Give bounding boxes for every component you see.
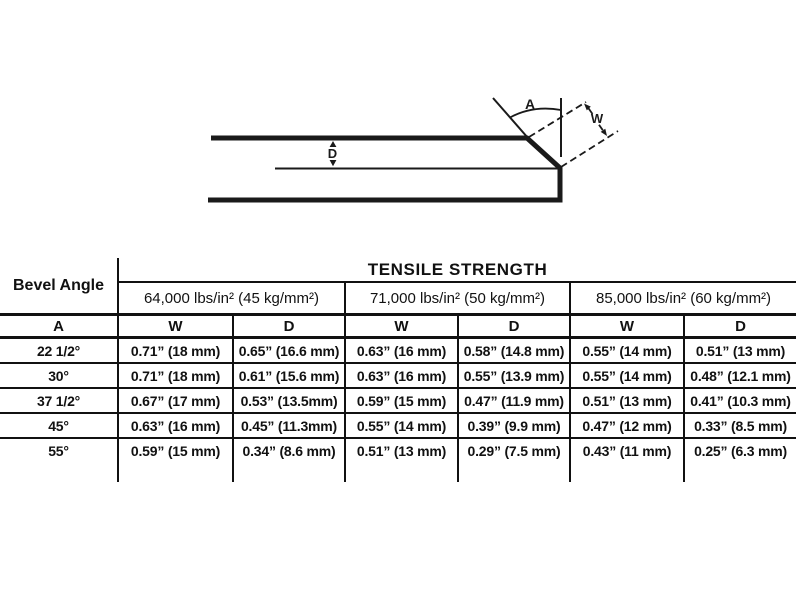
stub-cell: [458, 462, 570, 482]
value-cell: 0.33” (8.5 mm): [684, 413, 796, 438]
value-cell: 0.34” (8.6 mm): [233, 438, 345, 462]
table-row: [0, 438, 796, 462]
value-cell: 0.67” (17 mm): [118, 388, 233, 413]
value-cell: 0.63” (16 mm): [118, 413, 233, 438]
col-header-d2: D: [458, 315, 570, 338]
group-header-71000: 71,000 lbs/in² (50 kg/mm²): [345, 282, 570, 315]
stub-cell: [118, 462, 233, 482]
depth-label: D: [327, 146, 338, 161]
bevel-angle-cell: 22 1/2°: [36, 342, 81, 359]
value-cell: 0.47” (12 mm): [570, 413, 684, 438]
group-header-64000: 64,000 lbs/in² (45 kg/mm²): [118, 282, 345, 315]
value-cell: 0.71” (18 mm): [118, 338, 233, 364]
angle-arc: [510, 109, 561, 118]
stub-cell: [345, 462, 458, 482]
bevel-angle-cell: 37 1/2°: [0, 388, 118, 413]
width-construction-line-lower: [561, 131, 618, 167]
col-header-w3: W: [570, 315, 684, 338]
table-row: [0, 413, 796, 438]
value-cell: 0.25” (6.3 mm): [684, 438, 796, 462]
value-cell: 0.59” (15 mm): [345, 388, 458, 413]
stub-cell: [684, 462, 796, 482]
value-cell: 0.65” (16.6 mm): [233, 338, 345, 364]
value-cell: 0.39” (9.9 mm): [458, 413, 570, 438]
table-body: [0, 338, 796, 483]
value-cell: 0.29” (7.5 mm): [458, 438, 570, 462]
bevel-angle-header: Bevel Angle: [0, 258, 118, 315]
stub-cell: [570, 462, 684, 482]
table-bottom-stub: [0, 462, 796, 482]
value-cell: 0.59” (15 mm): [118, 438, 233, 462]
value-cell: 0.45” (11.3mm): [233, 413, 345, 438]
value-cell: 0.63” (16 mm): [345, 363, 458, 388]
width-construction-line-upper: [529, 102, 586, 137]
value-cell: 0.43” (11 mm): [570, 438, 684, 462]
bevel-spec-table: [0, 258, 796, 482]
value-cell: 0.55” (13.9 mm): [458, 363, 570, 388]
stub-cell: [0, 462, 118, 482]
value-cell: 0.51” (13 mm): [684, 338, 796, 364]
value-cell: 0.41” (10.3 mm): [684, 388, 796, 413]
value-cell: 0.55” (14 mm): [570, 338, 684, 364]
col-header-w2: W: [345, 315, 458, 338]
table-row: [0, 388, 796, 413]
value-cell: 0.63” (16 mm): [345, 338, 458, 364]
col-header-w1: W: [118, 315, 233, 338]
value-cell: 0.48” (12.1 mm): [684, 363, 796, 388]
value-cell: 0.47” (11.9 mm): [458, 388, 570, 413]
value-cell: 0.55” (14 mm): [570, 363, 684, 388]
bevel-angle-cell: 55°: [0, 438, 118, 462]
value-cell: 0.51” (13 mm): [345, 438, 458, 462]
value-cell: 0.55” (14 mm): [345, 413, 458, 438]
angle-label: A: [524, 96, 536, 112]
bevel-angle-cell: 30°: [0, 363, 118, 388]
value-cell: 0.58” (14.8 mm): [458, 338, 570, 364]
bevel-joint-diagram: [180, 60, 660, 230]
bevel-angle-cell: 45°: [0, 413, 118, 438]
col-header-d3: D: [684, 315, 796, 338]
stub-cell: [233, 462, 345, 482]
table-row: [0, 338, 796, 364]
width-label: W: [590, 111, 604, 126]
value-cell: 0.61” (15.6 mm): [233, 363, 345, 388]
col-header-angle: A: [0, 315, 118, 338]
tensile-strength-header: TENSILE STRENGTH: [118, 258, 796, 282]
group-header-85000: 85,000 lbs/in² (60 kg/mm²): [570, 282, 796, 315]
value-cell: 0.53” (13.5mm): [233, 388, 345, 413]
value-cell: 0.71” (18 mm): [118, 363, 233, 388]
col-header-d1: D: [233, 315, 345, 338]
table-row: [0, 363, 796, 388]
value-cell: 0.51” (13 mm): [570, 388, 684, 413]
